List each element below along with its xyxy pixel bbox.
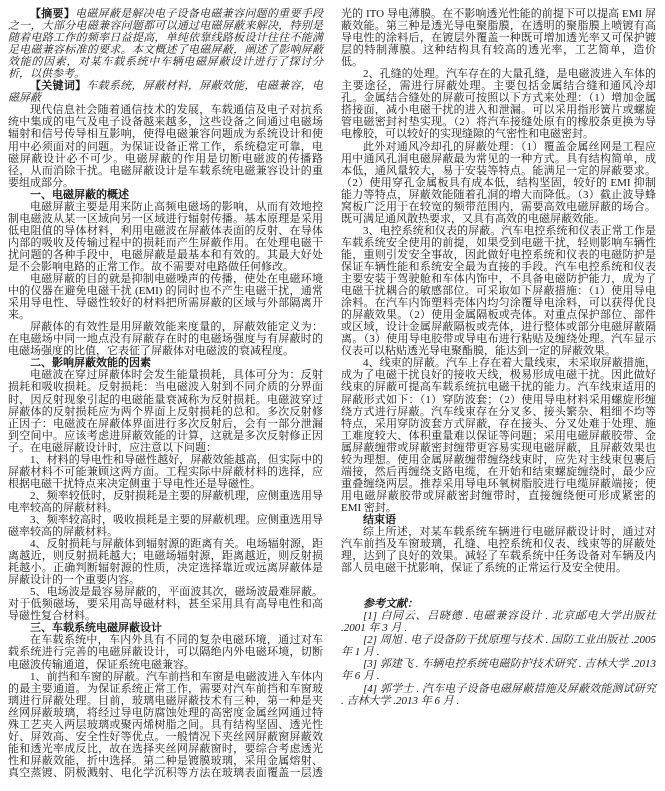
body-paragraph: 电磁波在穿过屏蔽体时会发生能量损耗，具体可分为：反射损耗和吸收损耗。反射损耗：当电磁波入射到不同介质的分界面时，因反射现象引起的电磁能量衰减称为反射损耗。电磁波穿过屏蔽体的反射损耗应为两个界面上反射损耗的总和。多次反射修正因子：电磁波在屏蔽体界面进行多次反射后，会有一部分泄漏到空间中。应该考虑进屏蔽效能的计算，这就是多次反射修正因子。在电磁屏蔽设计时，应注意以下问题： [8, 369, 323, 454]
body-paragraph: 3、电控系统和仪表的屏蔽。汽车电控系统和仪表正常工作是车载系统安全使用的前提，如果受到电磁干扰，轻则影响车辆性能，重则引发安全事故，因此做好电控系统和仪表的电磁防护是保证车辆性能和系统安全最为直接的手段。汽车电控系统和仪表主要安装于驾驶舱和车体内饰中，不具备电磁防护能力，成为了电磁干扰耦合的敏感部位。可采取如下屏蔽措施：（1）使用导电涂料。在汽车内饰塑料壳体内均匀涂覆导电涂料，可以获得优良的屏蔽效果。（2）使用金属隔板或壳体。对重点保护部位、部件或区域，设计金属屏蔽隔板或壳体，进行整体或部分电磁屏蔽隔离。（3）使用导电胶带或导电布进行粘贴及缠绕处理。汽车显示仪表可以粘贴透光导电聚酯膜，能达到一定的屏蔽效果。 [341, 224, 656, 358]
reference-item: [3] 郭建飞 . 车辆电控系统电磁防护技术研究 . 吉林大学 .2013 年 6 月 . [341, 658, 656, 683]
reference-item: [1] 白同云、吕晓德 . 电磁兼容设计 . 北京邮电大学出版社 .2001 年 3 月 . [341, 610, 656, 635]
section-heading: 一、电磁屏蔽的概述 [30, 188, 129, 201]
body-paragraph: 此外对通风冷却孔的屏蔽处理：（1）覆盖金属丝网是工程应用中通风孔洞电磁屏蔽最为常见的一种方式。具有结构简单，成本低，通风量较大，易于安装等特点。能满足一定的屏蔽要求。（2）使用穿孔金属板具有成本低，结构坚固，较好的 EMI 抑制能力等特点，屏蔽效能随着孔洞的增大而降低。（3）截止波导蜂窝板广泛用于在较宽的频带范围内，需要高效电磁屏蔽的场合。既可满足通风散热要求，又具有高效的电磁屏蔽效能。 [341, 140, 656, 225]
body-paragraph: 5、电场波是最容易屏蔽的，平面波其次，磁场波最难屏蔽。对于低频磁场，要采用高导磁材料，甚至采用具有高导电性和高导磁性复合材料。 [8, 586, 323, 623]
body-paragraph: 在车载系统中，车内外具有不同的复杂电磁环境，通过对车载系统进行完善的电磁屏蔽设计，可以隔绝内外电磁环境，切断电磁波传输通道，保证系统电磁兼容。 [8, 634, 323, 671]
keywords-paragraph: 【关键词】车载系统，屏蔽材料，屏蔽效能，电磁兼容，电磁屏蔽 [8, 80, 324, 105]
body-paragraph: 2、孔缝的处理。汽车存在的大量孔缝，是电磁波进入车体的主要途径，需进行屏蔽处理。主要包括金属结合缝和通风冷却孔。金属结合缝处的屏蔽可按照以下方式来处理：（1）增加金属搭接面，减小电磁干扰的进入和泄漏。可以采用指形簧片或螺旋管电磁密封衬垫实现。（2）将汽车接缝处原有的橡胶条更换为导电橡胶，可以较好的实现缝隙的气密性和电磁密封。 [341, 68, 656, 141]
body-paragraph: 电磁屏蔽的目的就是抑制电磁噪声的传播，使处在电磁环境中的仪器在避免电磁干扰 (EMI) 的同时也不产生电磁干扰，通常采用导电性、导磁性较好的材料把所需屏蔽的区域与外部隔离开来。 [8, 273, 323, 322]
article-two-column-text [8, 8, 656, 783]
section-heading: 三、车载系统电磁屏蔽设计 [30, 622, 162, 635]
body-paragraph: 1、材料的导电性和导磁性越好，屏蔽效能越高，但实际中的屏蔽材料不可能兼顾这两方面。工程实际中屏蔽材料的选择，应根据电磁干扰特点来决定侧重于导电性还是导磁性。 [8, 453, 323, 490]
body-paragraph: 4、反射损耗与屏蔽体到辐射源的距离有关。电场辐射源，距离越近，则反射损耗越大；电磁场辐射源，距离越近，则反射损耗越小。正确判断辐射源的性质，决定选择靠近或远离屏蔽体是屏蔽设计的一个重要内容。 [8, 538, 323, 587]
section-heading: 结束语 [363, 513, 396, 526]
reference-item: [2] 周旭 . 电子设备防干扰原理与技术 . 国防工业出版社 .2005 年 1 月 . [341, 634, 656, 659]
body-paragraph: 3、频率较高时，吸收损耗是主要的屏蔽机理。应侧重选用导磁率较高的屏蔽材料。 [8, 513, 323, 539]
section-heading: 二、影响屏蔽效能的因素 [30, 357, 151, 370]
body-paragraph: 4、线束的屏蔽。汽车上存在着大量线束，未采取屏蔽措施，成为了电磁干扰良好的接收天线，极易形成电磁干扰。因此做好线束的屏蔽可提高车载系统抗电磁干扰的能力。汽车线束适用的屏蔽形式如下：（1）穿防波套；（2）使用导电材料采用螺旋形缠绕方式进行屏蔽。汽车线束存在分叉多、接头繁杂、粗细不均等特点，采用穿防波套方式屏蔽，存在接头、分叉处难于处理、施工难度较大、体积重量难以保证等问题；采用电磁屏蔽胶带、金属屏蔽缠带或屏蔽密封缠带更容易实现电磁屏蔽，且屏蔽效果也较为理想。使用金属屏蔽缠带缠绕线束时，应先对主线束包裹后端接，然后再缠绕支路电缆，在开始和结束螺旋缠绕时，最少应重叠缠绕两层。推荐采用导电环氧树脂胶进行电缆屏蔽端接；使用电磁屏蔽胶带或屏蔽密封缠带时，直接缠绕便可形成紧密的 EMI 密封。 [341, 357, 656, 514]
body-paragraph: 电磁屏蔽主要是用来防止高频电磁场的影响，从而有效地控制电磁波从某一区域向另一区域进行辐射传播。基本原理是采用低电阻值的导体材料，利用电磁波在屏蔽体表面的反射、在导体内部的吸收及传输过程中的损耗而产生屏蔽作用。在处理电磁干扰问题的各种手段中，电磁屏蔽是最基本和有效的。其最大好处是不会影响电路的正常工作。故不需要对电路做任何修改。 [8, 200, 323, 273]
body-paragraph: 1、前挡和车窗的屏蔽。汽车前挡和车窗是电磁波进入车体内的最主要通道。为保证系统正常工作，需要对汽车前挡和车窗玻璃进行屏蔽处理。目前，玻璃电磁屏蔽技术有三种，第一种是夹丝网屏蔽玻璃，将经过导电防腐蚀处理的高密度金属丝网通过特殊工艺夹入两层玻璃或聚丙烯树脂之间。具有结构坚固、透光性好、屏效高、安全性好等优点。一般情况下夹丝网屏蔽窗屏蔽效能和透光率成反比，故在选择夹丝网屏蔽窗时，要综合考虑透光性和屏蔽效能，折中选择。第二种是镀膜玻璃，采用金属熔射、真空蒸镀、阴极溅射、电化学沉积等方法在玻璃表面覆盖一层透光的 ITO 导电薄膜。在不影响透光性能的前提下可以提高 EMI 屏蔽效能。第三种是透光导电聚脂膜，在透明的聚脂膜上喷镀有高导电性的涂料后，在镀层外覆盖一种既可增加透光率又可保护镀层的特制薄膜。这种结构具有较高的透光率，工艺简单，造价低。 [8, 8, 656, 779]
body-paragraph: 屏蔽体的有效性是用屏蔽效能来度量的，屏蔽效能定义为：在电磁场中同一地点没有屏蔽存在时的电磁场强度与有屏蔽时的电磁场强度的比值，它表征了屏蔽体对电磁波的衰减程度。 [8, 321, 323, 358]
body-paragraph: 现代信息社会随着通信技术的发展，车载通信及电子对抗系统中集成的电气及电子设备越来越多，这些设备之间通过电磁场辐射和信号传导相互影响，使得电磁兼容问题成为系统设计和使用中必须面对的问题。为保证设备正常工作，系统稳定可靠，电磁屏蔽设计必不可少。电磁屏蔽的作用是切断电磁波的传播路径，从而消除干扰。电磁屏蔽设计是车载系统电磁兼容设计的重要组成部分。 [8, 104, 323, 189]
body-paragraph: 2、频率较低时，反射损耗是主要的屏蔽机理，应侧重选用导电率较高的屏蔽材料。 [8, 489, 323, 514]
label-prefix: 【摘要】 [30, 8, 76, 20]
body-paragraph: 综上所述，对某车载系统车辆进行电磁屏蔽设计时，通过对汽车前挡及车窗玻璃，孔缝、电控系统和仪表、线束等的屏蔽处理，达到了良好的效果。减轻了车载系统中任务设备对车辆及内部人员电磁干扰影响，保证了系统的正常运行及安全使用。 [341, 526, 656, 575]
references-heading: 参考文献： [363, 598, 418, 611]
reference-item: [4] 郭学士 . 汽车电子设备电磁屏蔽措施及屏蔽效能测试研究 . 吉林大学 .2013 年 6 月 . [341, 682, 656, 707]
label-prefix: 【关键词】 [30, 80, 87, 93]
abstract-paragraph: 【摘要】电磁屏蔽是解决电子设备电磁兼容问题的重要手段之一，大部分电磁兼容问题都可以通过电磁屏蔽来解决，特别是随着电路工作的频率日益提高，单纯依靠线路板设计往往不能满足电磁兼容标准的要求。本文概述了电磁屏蔽，阐述了影响屏蔽效能的因素，对某车载系统中车辆电磁屏蔽设计进行了探讨分析，以供参考。 [8, 8, 324, 81]
